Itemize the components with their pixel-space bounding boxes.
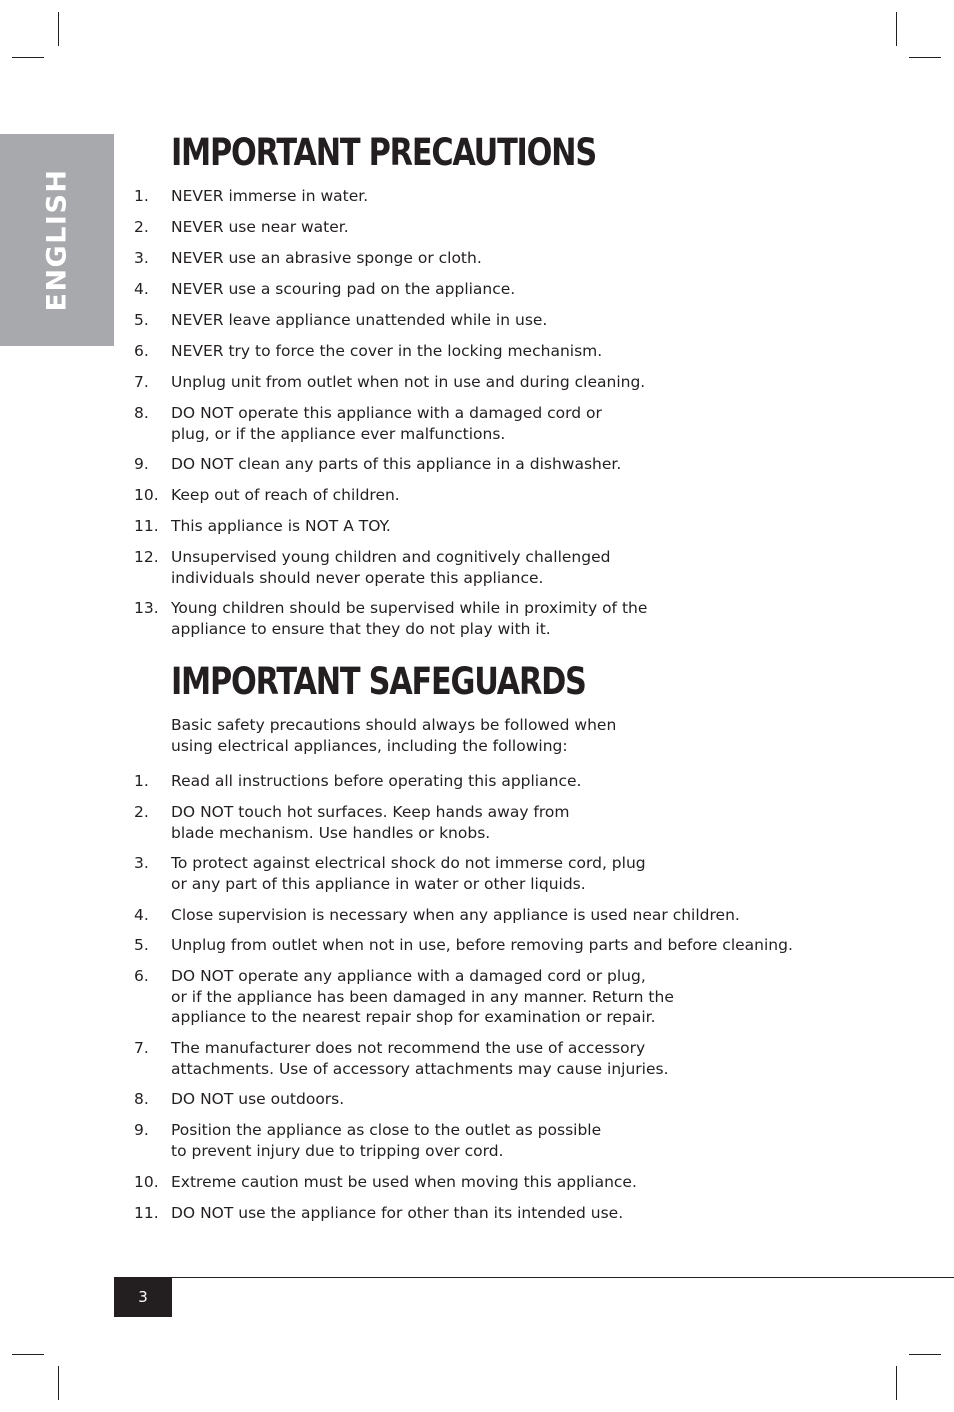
item-number: 7. [134, 1039, 149, 1057]
item-number: 3. [134, 249, 149, 267]
item-text: Unsupervised young children and cognitively challenged individuals should never operate this appliance. [171, 548, 611, 587]
item-number: 7. [134, 373, 149, 391]
crop-mark [12, 57, 44, 58]
item-number: 1. [134, 187, 149, 205]
item-text: NEVER leave appliance unattended while in use. [171, 311, 548, 329]
item-number: 13. [134, 599, 159, 617]
item-number: 1. [134, 772, 149, 790]
item-text: NEVER use an abrasive sponge or cloth. [171, 249, 482, 267]
item-text: Position the appliance as close to the outlet as possible to prevent injury due to tripping over cord. [171, 1121, 602, 1160]
crop-mark [896, 1366, 897, 1400]
item-text: Unplug from outlet when not in use, before removing parts and before cleaning. [171, 936, 793, 954]
item-number: 11. [134, 517, 159, 535]
item-number: 8. [134, 404, 149, 422]
item-text: To protect against electrical shock do not immerse cord, plug or any part of this appliance in water or other liquids. [171, 854, 646, 893]
item-text: This appliance is NOT A TOY. [171, 517, 391, 535]
item-text: Extreme caution must be used when moving this appliance. [171, 1173, 637, 1191]
item-text: NEVER immerse in water. [171, 187, 369, 205]
item-number: 4. [134, 280, 149, 298]
item-number: 5. [134, 311, 149, 329]
page-number-box [114, 1277, 172, 1317]
item-text: DO NOT use the appliance for other than its intended use. [171, 1204, 624, 1222]
item-number: 11. [134, 1204, 159, 1222]
item-number: 12. [134, 548, 159, 566]
item-number: 3. [134, 854, 149, 872]
item-number: 10. [134, 486, 159, 504]
language-tab [0, 134, 114, 346]
crop-mark [909, 57, 941, 58]
item-text: Read all instructions before operating this appliance. [171, 772, 582, 790]
item-text: DO NOT operate this appliance with a damaged cord or plug, or if the appliance ever malfunctions. [171, 404, 602, 443]
precautions-title: IMPORTANT PRECAUTIONS [171, 131, 596, 174]
item-number: 6. [134, 342, 149, 360]
item-number: 2. [134, 218, 149, 236]
item-number: 2. [134, 803, 149, 821]
item-text: Keep out of reach of children. [171, 486, 400, 504]
page-number: 3 [138, 1288, 148, 1306]
crop-mark [12, 1354, 44, 1355]
item-text: DO NOT use outdoors. [171, 1090, 345, 1108]
crop-mark [58, 12, 59, 46]
item-text: NEVER use near water. [171, 218, 349, 236]
safeguards-intro: Basic safety precautions should always be followed when using electrical appliances, including the following: [171, 716, 617, 755]
item-text: Young children should be supervised while in proximity of the appliance to ensure that they do not play with it. [171, 599, 648, 638]
crop-mark [909, 1354, 941, 1355]
item-number: 8. [134, 1090, 149, 1108]
footer-rule [114, 1277, 954, 1278]
item-text: NEVER try to force the cover in the locking mechanism. [171, 342, 603, 360]
item-number: 5. [134, 936, 149, 954]
crop-mark [896, 12, 897, 46]
item-text: DO NOT clean any parts of this appliance in a dishwasher. [171, 455, 622, 473]
crop-mark [58, 1366, 59, 1400]
item-text: The manufacturer does not recommend the use of accessory attachments. Use of accessory attachments may cause injuries. [171, 1039, 669, 1078]
item-text: DO NOT touch hot surfaces. Keep hands away from blade mechanism. Use handles or knobs. [171, 803, 570, 842]
item-number: 10. [134, 1173, 159, 1191]
safeguards-title: IMPORTANT SAFEGUARDS [171, 660, 586, 703]
language-tab-label: ENGLISH [41, 168, 73, 312]
item-text: Close supervision is necessary when any appliance is used near children. [171, 906, 740, 924]
item-text: NEVER use a scouring pad on the appliance. [171, 280, 516, 298]
item-text: Unplug unit from outlet when not in use and during cleaning. [171, 373, 646, 391]
item-number: 9. [134, 1121, 149, 1139]
item-number: 4. [134, 906, 149, 924]
item-number: 6. [134, 967, 149, 985]
item-text: DO NOT operate any appliance with a damaged cord or plug, or if the appliance has been damaged in any manner. Return the appliance to the nearest repair shop for examination or repair. [171, 967, 674, 1026]
item-number: 9. [134, 455, 149, 473]
